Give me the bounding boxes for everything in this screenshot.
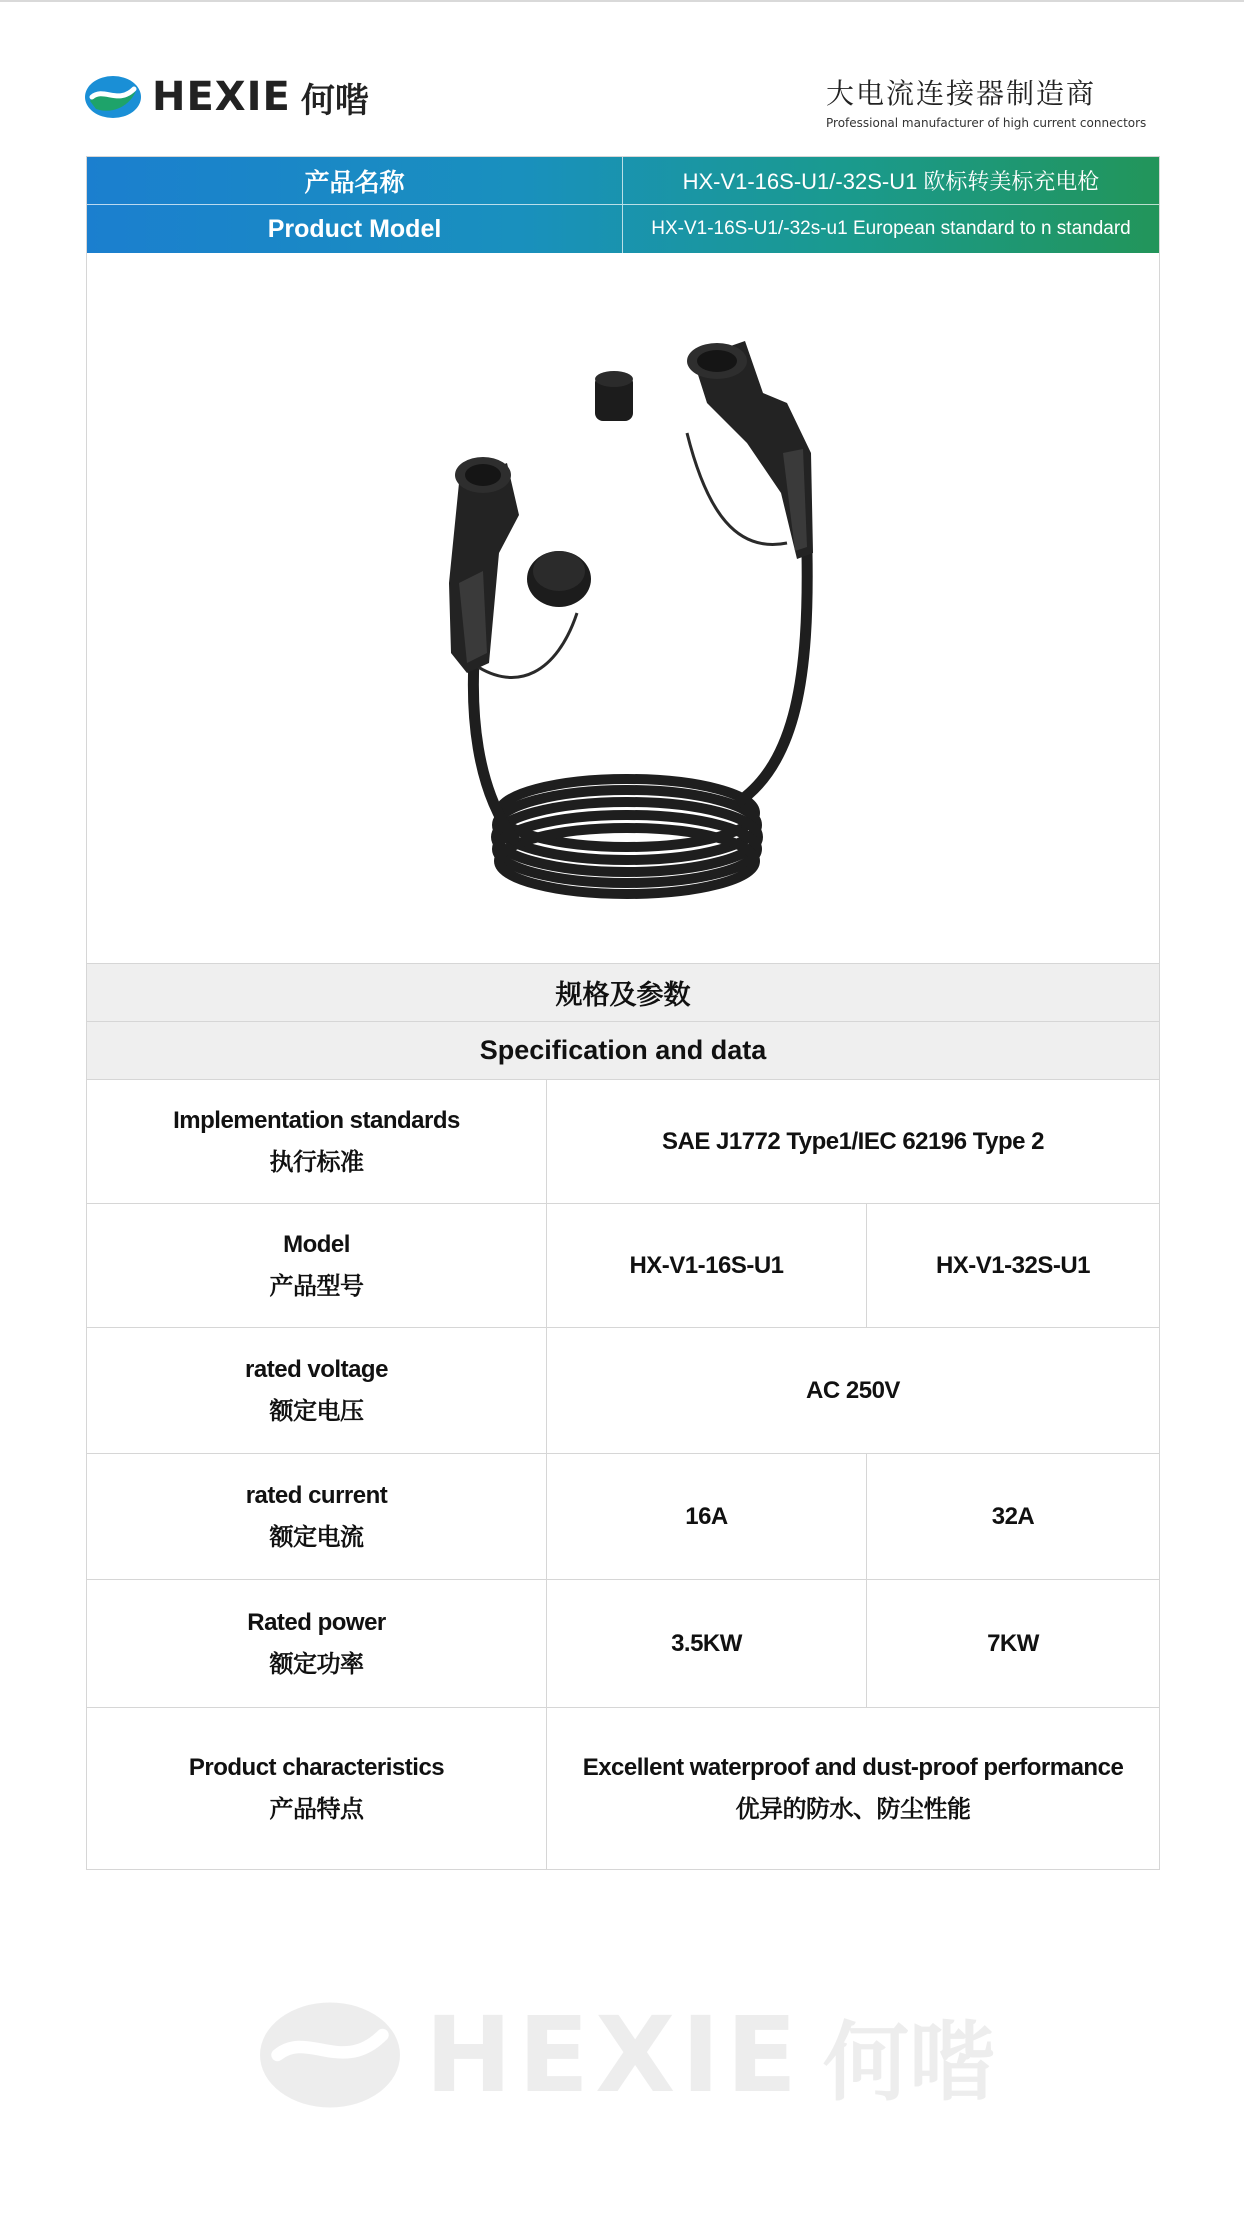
brand-name: HEXIE bbox=[152, 74, 291, 120]
left-cap bbox=[527, 551, 591, 607]
product-model-label: Product Model bbox=[87, 205, 623, 253]
hexie-logo-icon bbox=[84, 75, 142, 119]
spec-value-en: Excellent waterproof and dust-proof performance bbox=[582, 1753, 1124, 1781]
spec-label-en: rated current bbox=[245, 1481, 388, 1509]
spec-value: AC 250V bbox=[806, 1376, 900, 1404]
spec-value bbox=[547, 1708, 1159, 1869]
tagline bbox=[826, 72, 1156, 130]
spec-label bbox=[87, 1580, 547, 1707]
spec-label-cn: 额定功率 bbox=[269, 1650, 364, 1678]
spec-row-model bbox=[87, 1203, 1159, 1327]
right-cap bbox=[595, 371, 633, 421]
product-name-label: 产品名称 bbox=[87, 157, 623, 204]
product-model-value: HX-V1-16S-U1/-32s-u1 European standard to n standard bbox=[651, 218, 1131, 239]
spec-title-cn: 规格及参数 bbox=[87, 963, 1159, 1021]
left-plug bbox=[449, 457, 519, 673]
spec-label-cn: 额定电压 bbox=[269, 1397, 364, 1425]
spec-value-16s: 3.5KW bbox=[547, 1580, 867, 1707]
spec-value-16s: 16A bbox=[547, 1454, 867, 1579]
spec-label-cn: 产品型号 bbox=[269, 1272, 364, 1300]
product-name-value: HX-V1-16S-U1/-32S-U1 欧标转美标充电枪 bbox=[682, 169, 1100, 194]
tagline-en: Professional manufacturer of high current connectors bbox=[826, 116, 1147, 130]
spec-label-en: rated voltage bbox=[245, 1355, 388, 1383]
spec-label-en: Product characteristics bbox=[188, 1753, 445, 1781]
watermark-brand: HEXIE bbox=[425, 1994, 804, 2116]
spec-label-en: Implementation standards bbox=[173, 1106, 460, 1134]
spec-value-32s: HX-V1-32S-U1 bbox=[935, 1251, 1091, 1279]
spec-label bbox=[87, 1454, 547, 1579]
cable-coil bbox=[496, 779, 758, 894]
product-name-row bbox=[87, 157, 1159, 205]
page-header bbox=[0, 0, 1244, 150]
spec-label bbox=[87, 1708, 547, 1869]
product-model-row bbox=[87, 205, 1159, 253]
spec-row-power bbox=[87, 1579, 1159, 1707]
brand-name-cn: 何喈 bbox=[300, 80, 369, 121]
charging-gun-illustration bbox=[87, 253, 1159, 963]
spec-label-en: Model bbox=[283, 1230, 350, 1258]
brand-watermark bbox=[255, 1995, 1015, 2115]
hexie-watermark-icon bbox=[255, 2000, 405, 2110]
product-sheet bbox=[86, 156, 1160, 1870]
spec-label bbox=[87, 1080, 547, 1203]
spec-label-cn: 产品特点 bbox=[269, 1795, 364, 1823]
spec-label bbox=[87, 1328, 547, 1453]
spec-label-cn: 执行标准 bbox=[269, 1148, 364, 1176]
spec-row-current bbox=[87, 1453, 1159, 1579]
spec-row-voltage bbox=[87, 1327, 1159, 1453]
spec-value-cn: 优异的防水、防尘性能 bbox=[735, 1795, 971, 1823]
spec-label bbox=[87, 1204, 547, 1327]
product-photo bbox=[87, 253, 1159, 963]
spec-value-32s: 32A bbox=[991, 1502, 1035, 1530]
product-banner bbox=[87, 157, 1159, 253]
spec-value: SAE J1772 Type1/IEC 62196 Type 2 bbox=[661, 1127, 1044, 1155]
tagline-cn: 大电流连接器制造商 bbox=[826, 77, 1097, 110]
spec-label-en: Rated power bbox=[247, 1608, 386, 1636]
spec-value-32s: 7KW bbox=[987, 1629, 1039, 1657]
spec-row-characteristics bbox=[87, 1707, 1159, 1869]
right-plug bbox=[687, 341, 813, 559]
spec-row-standard bbox=[87, 1079, 1159, 1203]
spec-value-16s: HX-V1-16S-U1 bbox=[547, 1204, 867, 1327]
watermark-brand-cn: 何喈 bbox=[823, 2013, 996, 2113]
brand-logo[interactable] bbox=[84, 72, 369, 122]
spec-label-cn: 额定电流 bbox=[269, 1523, 364, 1551]
spec-title-en: Specification and data bbox=[87, 1021, 1159, 1079]
